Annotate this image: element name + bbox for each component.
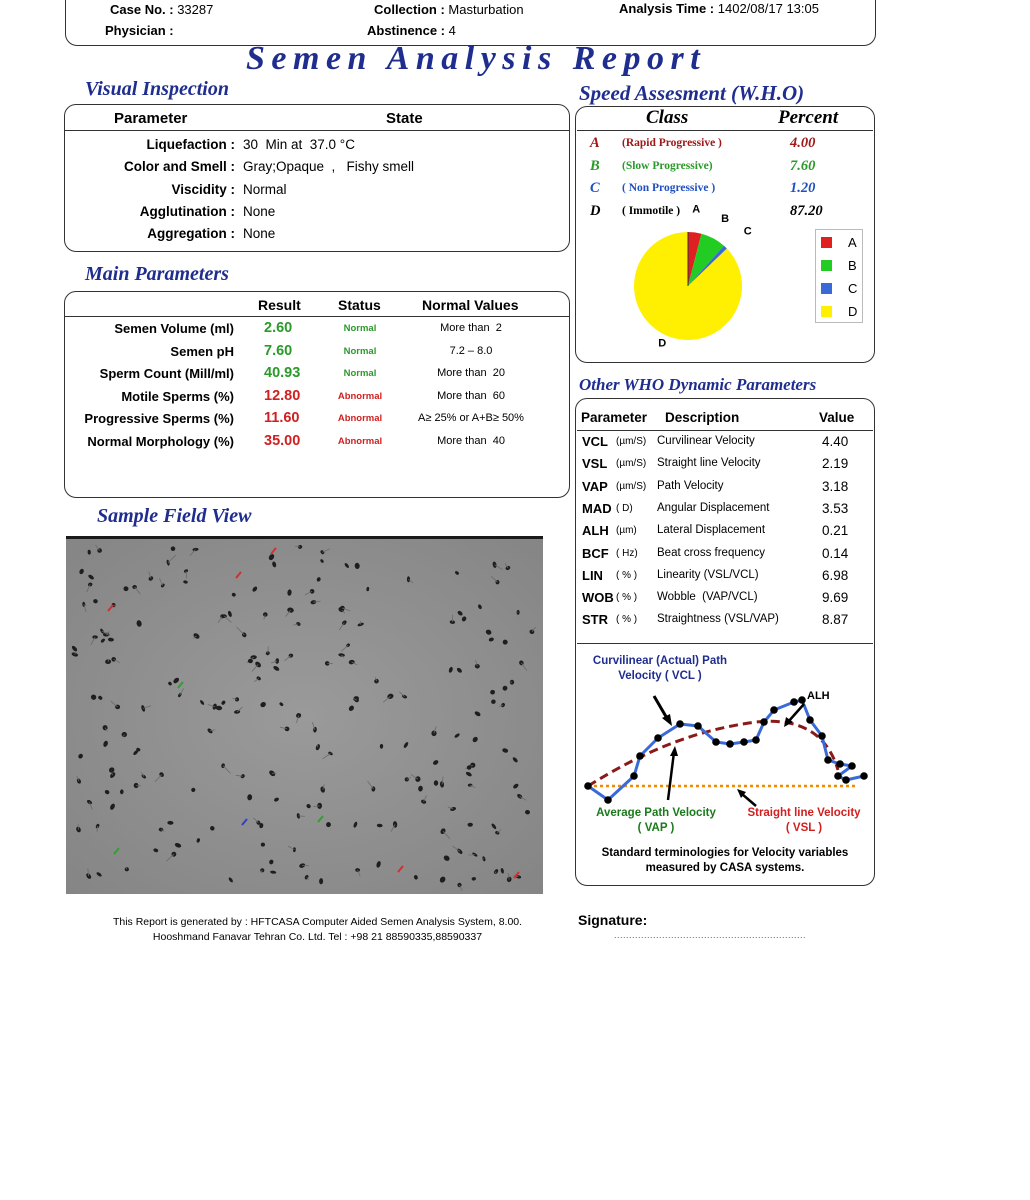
sperm-tail [469,855,475,856]
vcl-point [834,772,842,780]
vcl-point [760,718,768,726]
vcl-point [740,738,748,746]
dyn-row-code: VAP [582,478,608,494]
pie-label-a: A [692,203,701,216]
dyn-col-parameter: Parameter [581,410,648,425]
main-row-normal-values: More than 40 [437,435,505,447]
main-row-normal-values: More than 2 [440,322,502,334]
speed-class-percent: 7.60 [790,157,816,174]
analysis-time: Analysis Time : 1402/08/17 13:05 [619,1,819,16]
speed-class-percent: 4.00 [790,135,816,151]
legend-swatch [821,260,832,271]
main-row-normal-values: A≥ 25% or A+B≥ 50% [418,412,524,425]
divider [64,130,570,131]
speed-col-percent: Percent [778,107,839,128]
speed-class-letter: B [590,157,600,174]
main-col-result: Result [258,297,301,313]
visual-row-label: Viscidity : [171,181,235,197]
dyn-row-code: STR [582,612,608,628]
main-col-normal: Normal Values [422,297,519,313]
main-row-result: 35.00 [264,433,301,449]
main-row-label: Semen pH [170,343,234,359]
dyn-row-value: 3.53 [822,500,849,516]
sperm-tail [298,816,304,817]
dyn-row-code: MAD [582,500,612,516]
main-row-status-badge: Abnormal [337,436,383,447]
dyn-row-unit: (µm/S) [616,480,647,492]
vcl-point [806,716,814,724]
legend-swatch [821,237,832,248]
footer-generated-by: This Report is generated by : HFTCASA Computer Aided Semen Analysis System, 8.00. Hooshmand Fanavar Tehran Co. Ltd. Tel : +98 21 88590335,88590337 [112,916,523,943]
sample-field-image [66,536,543,894]
speed-assessment-title: Speed Assesment (W.H.O) [579,81,805,105]
dyn-row-value: 8.87 [822,612,849,628]
legend-label: A [848,234,857,250]
dyn-row-code: WOB [582,590,614,606]
legend-item [821,281,857,295]
divider [577,130,873,131]
dyn-row-description: Lateral Displacement [657,524,766,537]
speed-class-name: (Slow Progressive) [622,159,713,172]
dyn-row-code: VSL [582,456,608,472]
main-row-status-badge: Normal [343,323,377,334]
main-row-result: 2.60 [264,320,293,336]
sample-field-title: Sample Field View [97,505,252,527]
visual-row-label: Agglutination : [139,203,235,219]
main-row-normal-values: More than 20 [437,367,505,380]
vcl-point [604,796,612,804]
alh-label: ALH [807,690,830,702]
vap-label: Average Path Velocity ( VAP ) [596,807,716,834]
legend-swatch [821,306,832,317]
report-title: Semen Analysis Report [246,40,707,77]
visual-row-label: Liquefaction : [146,137,235,152]
dyn-row-code: ALH [582,523,609,539]
case-number: Case No. : 33287 [110,2,214,17]
legend-swatch [821,283,832,294]
dyn-col-value: Value [819,410,855,425]
main-row-status-badge: Normal [343,368,377,380]
vcl-point [676,720,684,728]
alh-arrow [788,704,804,722]
speed-class-percent: 1.20 [790,180,816,196]
divider [64,316,570,317]
sperm-tail [268,647,269,654]
legend-label: C [848,280,858,296]
dyn-row-description: Beat cross frequency [657,546,766,559]
main-row-label: Sperm Count (Mill/ml) [99,366,234,382]
dyn-row-description: Straightness (VSL/VAP) [657,613,779,626]
collection: Collection : Masturbation [374,2,524,17]
vcl-point [726,740,734,748]
dyn-row-unit: ( D) [616,502,633,514]
vap-path [588,721,838,786]
pie-label-c: C [743,225,752,238]
dyn-row-code: VCL [582,434,608,449]
vsl-label: Straight line Velocity ( VSL ) [747,807,861,834]
dyn-row-unit: ( % ) [616,592,638,604]
main-row-result: 11.60 [264,410,300,427]
dyn-row-value: 0.14 [822,545,849,561]
main-parameters-title: Main Parameters [85,263,229,285]
vcl-point [630,772,638,780]
pie-label-b: B [721,212,730,225]
vcl-point [842,776,850,784]
pie-legend [815,229,863,323]
visual-row-value: None [243,203,276,219]
vcl-label: Curvilinear (Actual) Path Velocity ( VCL ) [592,655,728,682]
dyn-row-value: 3.18 [822,478,849,494]
vcl-point [860,772,868,780]
main-row-result: 12.80 [264,387,301,404]
dyn-row-description: Angular Displacement [657,501,770,514]
vcl-point [712,738,720,746]
visual-row-value: None [243,226,276,242]
speed-class-percent: 87.20 [790,202,823,219]
speed-class-letter: C [590,180,600,196]
speed-class-name: (Rapid Progressive ) [622,137,722,149]
vcl-point [636,752,644,760]
vcl-point [824,756,832,764]
main-row-result: 40.93 [264,365,301,382]
vcl-point [798,696,806,704]
dyn-row-value: 2.19 [822,456,849,472]
main-row-result: 7.60 [264,342,293,359]
dyn-row-description: Wobble (VAP/VCL) [657,591,758,604]
dyn-row-code: LIN [582,567,603,583]
main-col-status: Status [338,297,381,313]
dynamic-parameters-title: Other WHO Dynamic Parameters [579,375,817,394]
main-row-normal-values: 7.2 – 8.0 [449,344,493,357]
vcl-point [584,782,592,790]
vcl-point [790,698,798,706]
dyn-row-description: Path Velocity [657,479,724,492]
dyn-row-unit: (µm/S) [616,436,647,447]
legend-item [821,304,857,318]
dyn-row-unit: (µm/S) [616,458,647,470]
legend-label: D [848,303,858,319]
dyn-row-unit: ( % ) [616,614,638,626]
visual-col-state: State [386,110,423,127]
legend-item [821,258,857,272]
main-row-status-badge: Abnormal [337,390,383,402]
dyn-row-unit: ( % ) [616,569,638,581]
visual-inspection-title: Visual Inspection [85,78,229,100]
speed-class-letter: A [590,135,600,151]
dyn-row-value: 9.69 [822,590,849,606]
visual-col-parameter: Parameter [114,110,188,127]
legend-label: B [848,257,857,273]
vcl-arrowhead [662,714,672,726]
sperm-tail [295,546,300,547]
signature-label: Signature: [578,912,648,928]
main-row-label: Semen Volume (ml) [114,321,234,336]
main-row-status-badge: Normal [343,345,377,357]
pie-label-d: D [658,337,667,350]
velocity-caption: Standard terminologies for Velocity variables measured by CASA systems. [601,847,849,874]
speed-class-letter: D [590,202,601,219]
dyn-row-unit: ( Hz) [616,547,638,559]
vsl-arrow [742,794,756,806]
main-row-label: Motile Sperms (%) [121,388,234,404]
visual-row-label: Aggregation : [147,226,235,242]
dyn-row-description: Linearity (VSL/VCL) [657,568,759,581]
vcl-point [848,762,856,770]
dyn-row-code: BCF [582,545,609,561]
legend-item [821,235,857,249]
vcl-point [836,760,844,768]
main-row-normal-values: More than 60 [437,389,505,402]
divider [577,430,873,431]
visual-row-value: Normal [243,181,287,197]
vap-arrowhead [670,746,678,756]
visual-row-value: Gray;Opaque , Fishy smell [243,159,415,175]
dyn-row-value: 4.40 [822,434,849,449]
vcl-point [654,734,662,742]
dyn-col-description: Description [665,410,740,425]
divider [577,643,873,644]
dyn-row-description: Curvilinear Velocity [657,435,755,447]
vcl-point [770,706,778,714]
speed-col-class: Class [646,107,689,128]
abstinence: Abstinence : 4 [367,23,456,38]
dyn-row-value: 0.21 [822,523,849,539]
vap-arrow [668,752,674,800]
physician: Physician : [105,23,174,38]
dyn-row-description: Straight line Velocity [657,457,761,470]
visual-row-value: 30 Min at 37.0 °C [243,137,355,152]
dyn-row-unit: (µm) [616,525,637,537]
speed-class-name: ( Non Progressive ) [622,182,716,194]
signature-line: ................................................................ [614,930,807,940]
visual-row-label: Color and Smell : [123,159,235,175]
main-row-label: Progressive Sperms (%) [84,411,234,427]
main-row-label: Normal Morphology (%) [87,434,234,449]
vcl-point [818,732,826,740]
vcl-point [752,736,760,744]
dyn-row-value: 6.98 [822,567,849,583]
main-row-status-badge: Abnormal [337,413,383,425]
speed-class-name: ( Immotile ) [622,204,681,217]
vcl-point [694,722,702,730]
